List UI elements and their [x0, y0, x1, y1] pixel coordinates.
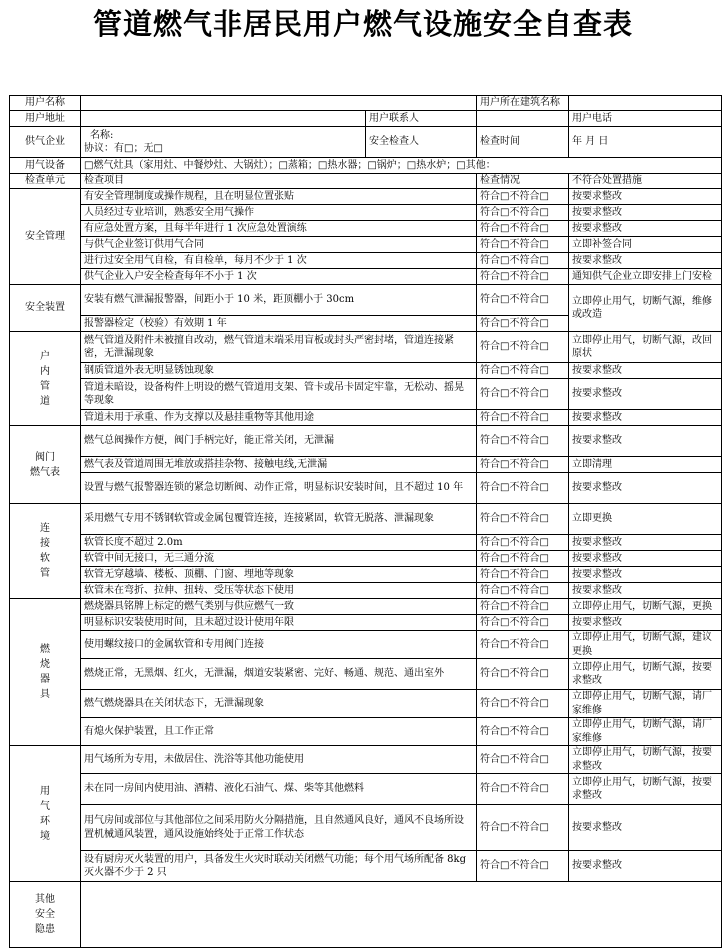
check-status: 符合□不符合□: [477, 659, 569, 690]
check-row: [10, 851, 722, 882]
check-status: 符合□不符合□: [477, 504, 569, 535]
check-row: [10, 504, 722, 535]
check-row: [10, 774, 722, 805]
contact-label: 用户联系人: [366, 111, 477, 127]
header-item: 检查项目: [81, 174, 477, 189]
check-row: [10, 269, 722, 285]
gas-company-label: 供气企业: [10, 127, 81, 158]
check-status: 符合□不符合□: [477, 599, 569, 615]
header-action: 不符合处置措施: [569, 174, 722, 189]
check-status: 符合□不符合□: [477, 237, 569, 253]
check-status: 符合□不符合□: [477, 851, 569, 882]
unit-name: 户 内 管 道: [10, 332, 81, 426]
check-item: 燃气总阀操作方便，阀门手柄完好，能正常关闭，无泄漏: [81, 426, 477, 457]
action-cell: 立即停止用气，切断气源，更换: [569, 599, 722, 615]
check-item: 管道未暗设，设备构件上明设的燃气管道用支架、管卡或吊卡固定牢靠，无松动、摇晃等现象: [81, 379, 477, 410]
other-hazards-row: [10, 882, 722, 948]
check-row: [10, 363, 722, 379]
check-row: [10, 205, 722, 221]
check-row: [10, 746, 722, 774]
check-time-label: 检查时间: [477, 127, 569, 158]
check-item: 燃烧器具铭牌上标定的燃气类别与供应燃气一致: [81, 599, 477, 615]
check-item: 有安全管理制度或操作规程，且在明显位置张贴: [81, 189, 477, 205]
check-row: [10, 237, 722, 253]
check-status: 符合□不符合□: [477, 718, 569, 746]
check-item: 钢质管道外表无明显锈蚀现象: [81, 363, 477, 379]
action-cell: 按要求整改: [569, 473, 722, 504]
check-status: 符合□不符合□: [477, 551, 569, 567]
action-cell: 按要求整改: [569, 583, 722, 599]
page-title: 管道燃气非居民用户燃气设施安全自查表: [92, 7, 633, 41]
check-row: [10, 285, 722, 316]
check-status: 符合□不符合□: [477, 567, 569, 583]
phone-label: 用户电话: [569, 111, 722, 127]
check-status: 符合□不符合□: [477, 690, 569, 718]
check-status: 符合□不符合□: [477, 535, 569, 551]
check-item: 燃气表及管道周围无堆放或搭挂杂物、接触电线,无泄漏: [81, 457, 477, 473]
other-hazards-label: 其他 安全 隐患: [10, 882, 81, 948]
check-status: 符合□不符合□: [477, 583, 569, 599]
building-name-label: 用户所在建筑名称: [477, 96, 569, 111]
check-row: [10, 379, 722, 410]
check-row: [10, 659, 722, 690]
check-item: 用气房间或部位与其他部位之间采用防火分隔措施，且自然通风良好，通风不良场所设置机械通风装置，通风设施始终处于正常工作状态: [81, 805, 477, 851]
check-status: 符合□不符合□: [477, 332, 569, 363]
check-time-value: 年 月 日: [569, 127, 722, 158]
checklist-table: [9, 95, 722, 948]
check-status: 符合□不符合□: [477, 631, 569, 659]
check-item: 管道未用于承重、作为支撑以及悬挂重物等其他用途: [81, 410, 477, 426]
action-cell: 立即停止用气，切断气源，建议更换: [569, 631, 722, 659]
check-row: [10, 426, 722, 457]
check-item: 报警器检定（校验）有效期 1 年: [81, 316, 477, 332]
check-item: 设置与燃气报警器连锁的紧急切断阀、动作正常，明显标识安装时间，且不超过 10 年: [81, 473, 477, 504]
action-cell: 立即停止用气，切断气源，维修或改造: [569, 285, 722, 332]
action-cell: 按要求整改: [569, 805, 722, 851]
check-status: 符合□不符合□: [477, 426, 569, 457]
action-cell: 按要求整改: [569, 535, 722, 551]
action-cell: 按要求整改: [569, 221, 722, 237]
other-hazards-value: [81, 882, 722, 948]
check-status: 符合□不符合□: [477, 253, 569, 269]
check-item: 进行过安全用气自检，有自检单，每月不少于 1 次: [81, 253, 477, 269]
check-item: 安装有燃气泄漏报警器，间距小于 10 米，距顶棚小于 30cm: [81, 285, 477, 316]
check-item: 供气企业入户安全检查每年不小于 1 次: [81, 269, 477, 285]
check-item: 软管长度不超过 2.0m: [81, 535, 477, 551]
check-row: [10, 410, 722, 426]
agreement-label: 协议：有□；无□: [84, 143, 163, 154]
user-name-value: [81, 96, 477, 111]
check-row: [10, 473, 722, 504]
check-item: 使用螺纹接口的金属软管和专用阀门连接: [81, 631, 477, 659]
action-cell: 按要求整改: [569, 551, 722, 567]
address-value: [81, 111, 366, 127]
unit-name: 安全装置: [10, 285, 81, 332]
check-item: 用气场所为专用，未做居住、洗浴等其他功能使用: [81, 746, 477, 774]
unit-name: 阀门 燃气表: [10, 426, 81, 504]
action-cell: 立即停止用气，切断气源，改回原状: [569, 332, 722, 363]
check-status: 符合□不符合□: [477, 615, 569, 631]
building-name-value: [569, 96, 722, 111]
check-row: [10, 457, 722, 473]
check-status: 符合□不符合□: [477, 221, 569, 237]
check-status: 符合□不符合□: [477, 805, 569, 851]
check-item: 燃气燃烧器具在关闭状态下，无泄漏现象: [81, 690, 477, 718]
action-cell: 通知供气企业立即安排上门安检: [569, 269, 722, 285]
check-row: [10, 690, 722, 718]
action-cell: 按要求整改: [569, 189, 722, 205]
action-cell: 按要求整改: [569, 567, 722, 583]
action-cell: 立即更换: [569, 504, 722, 535]
action-cell: 按要求整改: [569, 410, 722, 426]
check-item: 设有厨房灭火装置的用户，具备发生火灾时联动关闭燃气功能；每个用气场所配备 8kg 灭火器不少于 2 只: [81, 851, 477, 882]
action-cell: 立即补签合同: [569, 237, 722, 253]
check-status: 符合□不符合□: [477, 379, 569, 410]
action-cell: 按要求整改: [569, 615, 722, 631]
action-cell: 立即停止用气，切断气源，按要求整改: [569, 746, 722, 774]
check-status: 符合□不符合□: [477, 746, 569, 774]
check-item: 燃烧正常，无黑烟、红火，无泄漏，烟道安装紧密、完好、畅通、规范、通出室外: [81, 659, 477, 690]
check-row: [10, 332, 722, 363]
action-cell: 按要求整改: [569, 851, 722, 882]
contact-value: [477, 111, 569, 127]
unit-name: 燃 烧 器 具: [10, 599, 81, 746]
check-row: [10, 631, 722, 659]
check-row: [10, 535, 722, 551]
action-cell: 按要求整改: [569, 253, 722, 269]
check-item: 人员经过专业培训，熟悉安全用气操作: [81, 205, 477, 221]
check-row: [10, 189, 722, 205]
user-name-label: 用户名称: [10, 96, 81, 111]
check-row: [10, 599, 722, 615]
check-item: 未在同一房间内使用油、酒精、液化石油气、煤、柴等其他燃料: [81, 774, 477, 805]
check-status: 符合□不符合□: [477, 774, 569, 805]
gas-company-cell: [81, 127, 366, 158]
check-row: [10, 718, 722, 746]
check-row: [10, 567, 722, 583]
action-cell: 按要求整改: [569, 205, 722, 221]
address-label: 用户地址: [10, 111, 81, 127]
check-status: 符合□不符合□: [477, 269, 569, 285]
check-item: 有应急处置方案，且每半年进行 1 次应急处置演练: [81, 221, 477, 237]
check-item: 软管中间无接口，无三通分流: [81, 551, 477, 567]
action-cell: 按要求整改: [569, 426, 722, 457]
check-status: 符合□不符合□: [477, 473, 569, 504]
check-status: 符合□不符合□: [477, 457, 569, 473]
header-unit: 检查单元: [10, 174, 81, 189]
check-status: 符合□不符合□: [477, 205, 569, 221]
check-item: 与供气企业签订供用气合同: [81, 237, 477, 253]
check-status: 符合□不符合□: [477, 285, 569, 316]
check-status: 符合□不符合□: [477, 316, 569, 332]
check-row: [10, 615, 722, 631]
inspector-label: 安全检查人: [366, 127, 477, 158]
action-cell: 按要求整改: [569, 379, 722, 410]
action-cell: 立即停止用气，切断气源，请厂家维修: [569, 718, 722, 746]
check-item: 采用燃气专用不锈钢软管或金属包覆管连接，连接紧固，软管无脱落、泄漏现象: [81, 504, 477, 535]
action-cell: 立即清理: [569, 457, 722, 473]
unit-name: 安全管理: [10, 189, 81, 285]
check-row: [10, 221, 722, 237]
check-status: 符合□不符合□: [477, 363, 569, 379]
check-status: 符合□不符合□: [477, 410, 569, 426]
check-item: 软管未在弯折、拉伸、扭转、受压等状态下使用: [81, 583, 477, 599]
action-cell: 立即停止用气，切断气源，按要求整改: [569, 659, 722, 690]
company-name-label: 名称:: [90, 129, 114, 141]
check-item: 明显标识安装使用时间，且未超过设计使用年限: [81, 615, 477, 631]
action-cell: 按要求整改: [569, 363, 722, 379]
check-row: [10, 551, 722, 567]
check-row: [10, 583, 722, 599]
check-item: 燃气管道及附件未被擅自改动，燃气管道末端采用盲板或封头严密封堵，管道连接紧密，无泄漏现象: [81, 332, 477, 363]
check-row: [10, 253, 722, 269]
equipment-value: □燃气灶具（家用灶、中餐炒灶、大锅灶）；□蒸箱；□热水器；□锅炉；□热水炉；□其他：: [81, 158, 722, 174]
check-row: [10, 805, 722, 851]
check-item: 有熄火保护装置，且工作正常: [81, 718, 477, 746]
header-status: 检查情况: [477, 174, 569, 189]
unit-name: 连 接 软 管: [10, 504, 81, 599]
check-item: 软管无穿越墙、楼板、顶棚、门窗、埋地等现象: [81, 567, 477, 583]
action-cell: 立即停止用气，切断气源，请厂家维修: [569, 690, 722, 718]
unit-name: 用 气 环 境: [10, 746, 81, 882]
equipment-label: 用气设备: [10, 158, 81, 174]
check-status: 符合□不符合□: [477, 189, 569, 205]
action-cell: 立即停止用气，切断气源，按要求整改: [569, 774, 722, 805]
